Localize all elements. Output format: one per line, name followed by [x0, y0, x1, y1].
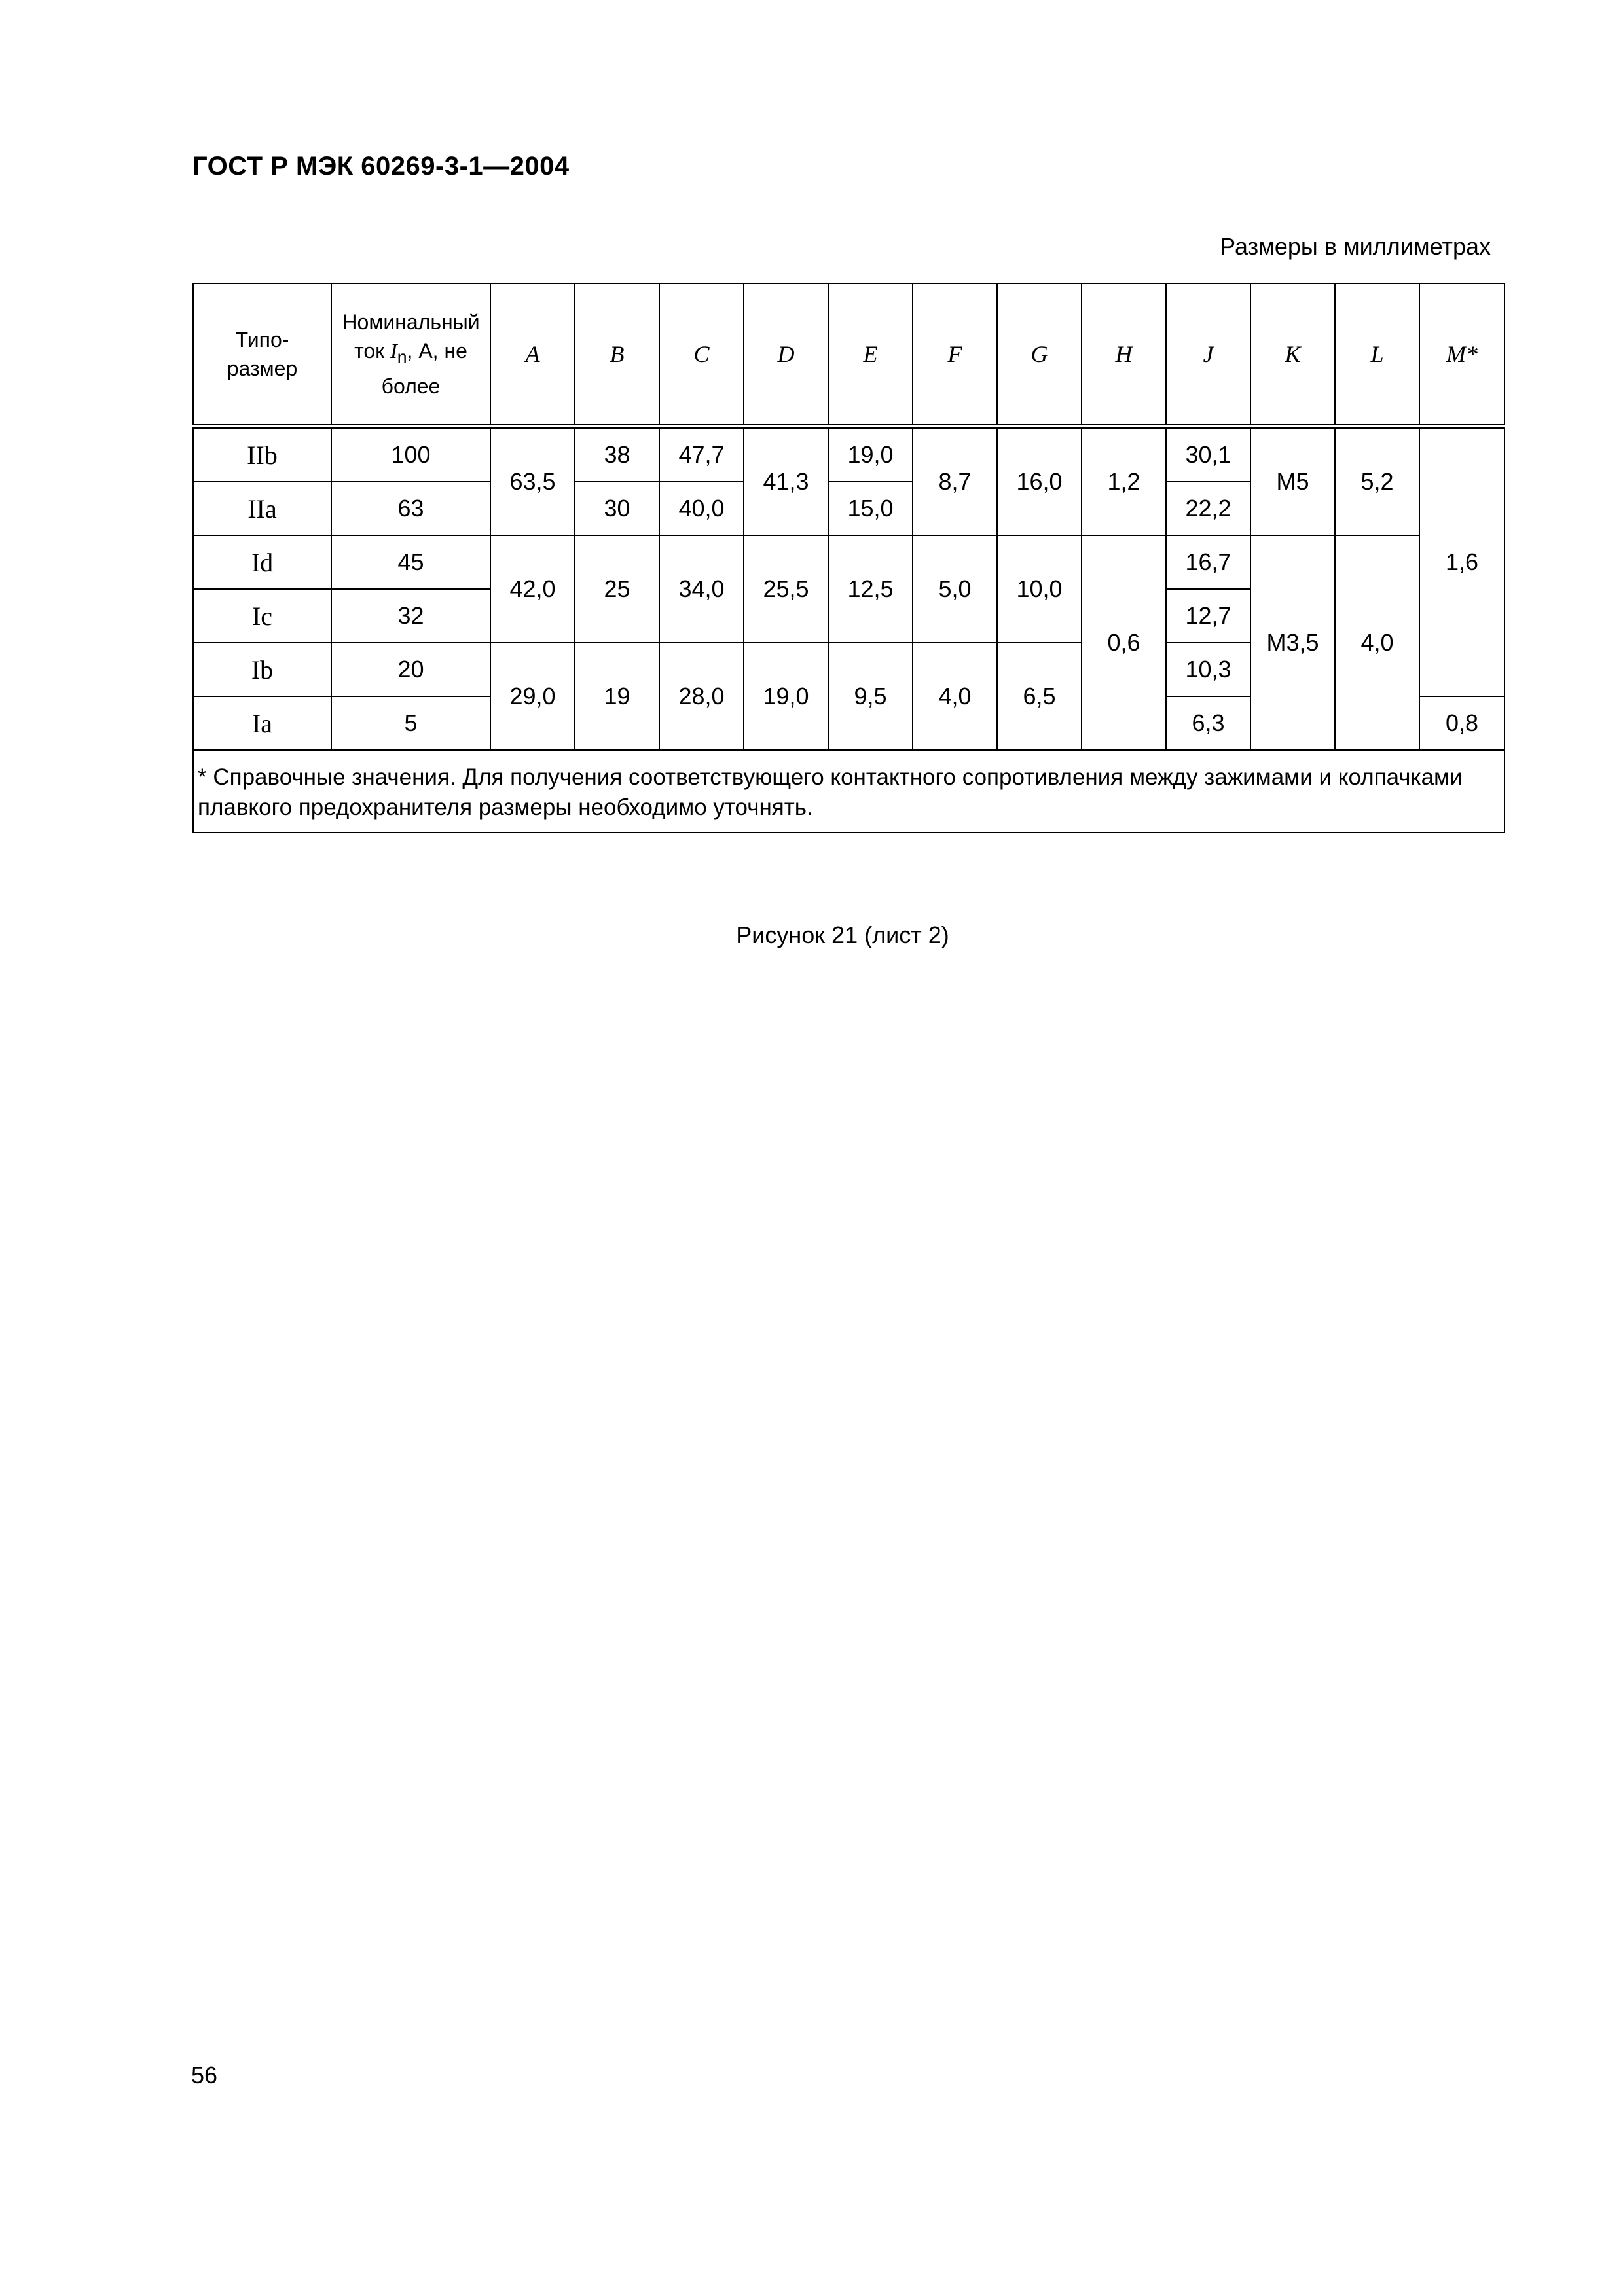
header-A: A [490, 283, 575, 427]
cell-type: IIa [193, 482, 331, 535]
document-title: ГОСТ Р МЭК 60269-3-1—2004 [192, 152, 570, 181]
cell-type: Ib [193, 643, 331, 696]
cell-J: 6,3 [1166, 696, 1250, 750]
cell-current: 63 [331, 482, 490, 535]
cell-A: 29,0 [490, 643, 575, 750]
header-K: K [1250, 283, 1335, 427]
header-E: E [828, 283, 913, 427]
cell-F: 5,0 [913, 535, 997, 643]
cell-D: 19,0 [744, 643, 828, 750]
cell-C: 47,7 [659, 427, 744, 482]
cell-current: 32 [331, 589, 490, 643]
cell-current: 5 [331, 696, 490, 750]
cell-E: 15,0 [828, 482, 913, 535]
cell-H: 0,6 [1082, 535, 1166, 750]
cell-current: 20 [331, 643, 490, 696]
header-current-prefix: ток [354, 339, 391, 363]
cell-type: Ic [193, 589, 331, 643]
table-footnote: * Справочные значения. Для получения соответствующего контактного сопротивления между зажимами и колпачками плавкого предохранителя размеры необходимо уточнять. [193, 750, 1504, 833]
cell-F: 4,0 [913, 643, 997, 750]
header-row [193, 283, 1504, 427]
cell-L: 5,2 [1335, 427, 1419, 536]
header-current-line1: Номинальный [342, 310, 480, 334]
table-row [193, 535, 1504, 589]
cell-J: 12,7 [1166, 589, 1250, 643]
cell-M: 0,8 [1419, 696, 1504, 750]
cell-B: 38 [575, 427, 659, 482]
header-current-suffix: , А, не [407, 339, 467, 363]
header-C: C [659, 283, 744, 427]
header-L: L [1335, 283, 1419, 427]
cell-K: M5 [1250, 427, 1335, 536]
header-type-line1: Типо- [235, 328, 289, 351]
header-current-subscript: n [397, 347, 407, 367]
cell-G: 16,0 [997, 427, 1082, 536]
cell-E: 12,5 [828, 535, 913, 643]
header-type [193, 283, 331, 427]
units-note: Размеры в миллиметрах [1220, 233, 1491, 260]
footnote-row [193, 750, 1504, 833]
cell-G: 10,0 [997, 535, 1082, 643]
cell-current: 45 [331, 535, 490, 589]
cell-type: Id [193, 535, 331, 589]
header-D: D [744, 283, 828, 427]
header-B: B [575, 283, 659, 427]
header-H: H [1082, 283, 1166, 427]
page-number: 56 [191, 2062, 218, 2089]
header-current-line3: более [381, 374, 441, 398]
cell-K: M3,5 [1250, 535, 1335, 750]
header-J: J [1166, 283, 1250, 427]
cell-type: Ia [193, 696, 331, 750]
cell-B: 30 [575, 482, 659, 535]
cell-D: 25,5 [744, 535, 828, 643]
cell-H: 1,2 [1082, 427, 1166, 536]
cell-current: 100 [331, 427, 490, 482]
header-type-line2: размер [227, 357, 298, 380]
dimensions-table [192, 283, 1505, 833]
table-row [193, 427, 1504, 482]
cell-J: 10,3 [1166, 643, 1250, 696]
header-F: F [913, 283, 997, 427]
cell-M: 1,6 [1419, 427, 1504, 697]
cell-E: 19,0 [828, 427, 913, 482]
cell-J: 30,1 [1166, 427, 1250, 482]
cell-D: 41,3 [744, 427, 828, 536]
cell-C: 28,0 [659, 643, 744, 750]
cell-J: 22,2 [1166, 482, 1250, 535]
cell-C: 40,0 [659, 482, 744, 535]
cell-E: 9,5 [828, 643, 913, 750]
header-G: G [997, 283, 1082, 427]
header-current-symbol: I [390, 339, 397, 363]
cell-A: 42,0 [490, 535, 575, 643]
cell-L: 4,0 [1335, 535, 1419, 750]
header-M: M* [1419, 283, 1504, 427]
cell-G: 6,5 [997, 643, 1082, 750]
cell-J: 16,7 [1166, 535, 1250, 589]
cell-A: 63,5 [490, 427, 575, 536]
header-current [331, 283, 490, 427]
cell-F: 8,7 [913, 427, 997, 536]
cell-C: 34,0 [659, 535, 744, 643]
cell-B: 19 [575, 643, 659, 750]
cell-type: IIb [193, 427, 331, 482]
figure-caption: Рисунок 21 (лист 2) [736, 922, 949, 948]
cell-B: 25 [575, 535, 659, 643]
